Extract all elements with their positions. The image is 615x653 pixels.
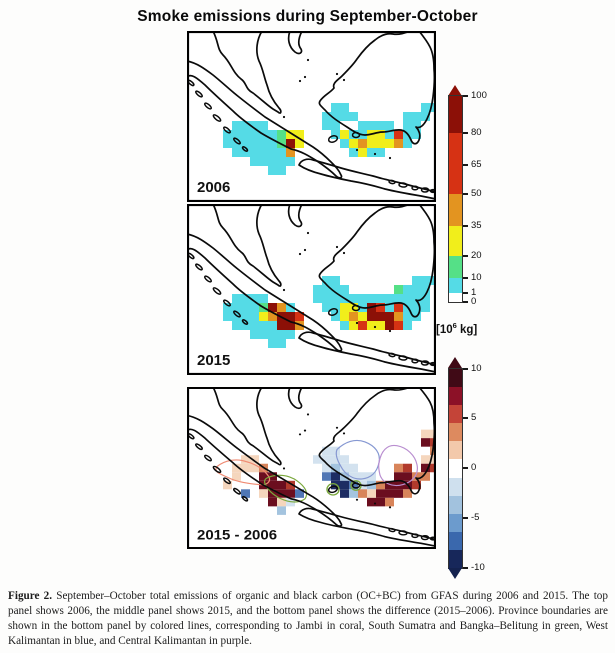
colorbar-segment — [449, 514, 462, 532]
emission-cell — [277, 481, 286, 490]
emission-cell — [241, 130, 250, 139]
emission-cell — [367, 139, 376, 148]
colorbar-tick-label: -5 — [471, 512, 480, 523]
small-island-dot — [299, 80, 301, 82]
emission-cell — [259, 148, 268, 157]
colorbar-segment — [449, 550, 462, 568]
emission-cell — [259, 294, 268, 303]
emission-cell — [412, 276, 421, 285]
emission-cell — [340, 481, 349, 490]
small-island-dot — [304, 249, 306, 251]
colorbar-tick-label: 20 — [471, 250, 482, 261]
colorbar-tick-label: 5 — [471, 412, 477, 423]
emission-cell — [340, 112, 349, 121]
emission-cell — [241, 321, 250, 330]
small-island-dot — [374, 326, 376, 328]
colorbar-segment — [449, 423, 462, 441]
emission-cell — [286, 330, 295, 339]
emission-cell — [376, 321, 385, 330]
emission-cell — [421, 276, 430, 285]
emission-cell — [376, 312, 385, 321]
emission-cell — [268, 498, 277, 507]
emission-cell — [340, 103, 349, 112]
emission-cell — [277, 506, 286, 515]
colorbar-segment — [449, 405, 462, 423]
colorbar-tick — [463, 417, 468, 419]
emission-cell — [277, 330, 286, 339]
emission-cell — [232, 148, 241, 157]
emission-cell — [376, 498, 385, 507]
small-island-dot — [343, 252, 345, 254]
colorbar-segment — [449, 194, 462, 226]
emission-cell — [349, 312, 358, 321]
colorbar-arrow-up — [448, 357, 462, 368]
colorbar-tick — [463, 292, 468, 294]
emission-cell — [403, 112, 412, 121]
emission-cell — [385, 312, 394, 321]
emission-cell — [322, 294, 331, 303]
small-island-dot — [304, 430, 306, 432]
small-island-dot — [374, 502, 376, 504]
emission-cell — [394, 294, 403, 303]
colorbar-segment — [449, 278, 462, 293]
emission-cell — [349, 112, 358, 121]
colorbar-tick — [463, 277, 468, 279]
emission-cell — [331, 130, 340, 139]
emission-cell — [385, 321, 394, 330]
small-island-dot — [343, 79, 345, 81]
emission-cell — [259, 321, 268, 330]
small-island-dot — [356, 149, 358, 151]
emission-cell — [394, 303, 403, 312]
emission-cell — [340, 312, 349, 321]
emission-cell — [241, 148, 250, 157]
emission-cell — [250, 139, 259, 148]
colorbar-tick — [463, 255, 468, 257]
colorbar-tick — [463, 164, 468, 166]
small-island-dot — [389, 506, 391, 508]
colorbar-segment — [449, 496, 462, 514]
emission-cell — [322, 285, 331, 294]
emission-cell — [412, 285, 421, 294]
small-island-dot — [283, 116, 285, 118]
colorbar-segment — [449, 387, 462, 405]
small-island-dot — [356, 322, 358, 324]
colorbar-tick-label: 10 — [471, 363, 482, 374]
map-panel-2006 — [187, 31, 436, 202]
emission-cell — [250, 148, 259, 157]
emission-cell — [331, 103, 340, 112]
emission-cell — [277, 321, 286, 330]
emission-cell — [403, 294, 412, 303]
colorbar-tick — [463, 193, 468, 195]
emission-cell — [259, 489, 268, 498]
emission-cell — [358, 148, 367, 157]
emission-cell — [385, 121, 394, 130]
emission-cell — [250, 321, 259, 330]
emission-cell — [421, 303, 430, 312]
colorbar-tick — [463, 132, 468, 134]
emission-cell — [421, 438, 430, 447]
emission-cell — [232, 321, 241, 330]
colorbar-segment — [449, 293, 462, 302]
emission-cell — [376, 148, 385, 157]
emission-cell — [394, 130, 403, 139]
colorbar-segment — [449, 226, 462, 256]
emission-cell — [313, 285, 322, 294]
colorbar-segment — [449, 478, 462, 496]
small-island-dot — [356, 499, 358, 501]
colorbar-difference — [448, 357, 512, 583]
colorbar-tick-label: 100 — [471, 90, 487, 101]
emission-cell — [232, 294, 241, 303]
panel-year-label: 2006 — [197, 179, 231, 196]
colorbar-segment — [449, 133, 462, 194]
emission-cell — [394, 489, 403, 498]
map-panel-2015 — [187, 204, 436, 375]
emission-cell — [322, 472, 331, 481]
emission-cell — [232, 303, 241, 312]
colorbar-segment — [449, 459, 462, 477]
emission-cell — [241, 303, 250, 312]
emission-cell — [394, 464, 403, 473]
emission-cell — [421, 455, 430, 464]
emission-cell — [259, 312, 268, 321]
emission-cell — [412, 112, 421, 121]
colorbar-tick-label: 0 — [471, 296, 477, 307]
emission-cell — [394, 312, 403, 321]
colorbar-segment — [449, 441, 462, 459]
emission-cell — [394, 321, 403, 330]
emission-cell — [268, 148, 277, 157]
emission-cell — [385, 139, 394, 148]
emission-cell — [268, 321, 277, 330]
emission-cell — [286, 157, 295, 166]
emission-cell — [322, 112, 331, 121]
figure-caption-text: September–October total emissions of organic and black carbon (OC+BC) from GFAS during 2006 and 2015. The top panel shows 2006, the middle panel shows 2015, and the bottom panel shows the difference (2015–2006). Province boundaries are shown in the bottom panel by colored lines, corresponding to Jambi in coral, South Sumatra and Bangka–Belitung in green, West Kalimantan in blue, and Central Kalimantan in purple. — [8, 590, 608, 647]
emission-cell — [367, 294, 376, 303]
emission-cell — [259, 121, 268, 130]
emission-cell — [340, 303, 349, 312]
small-island-dot — [304, 76, 306, 78]
emission-cell — [349, 464, 358, 473]
emission-cell — [367, 312, 376, 321]
emission-cell — [385, 294, 394, 303]
emission-cell — [376, 489, 385, 498]
colorbar-tick — [463, 567, 468, 569]
emission-cell — [277, 303, 286, 312]
small-island-dot — [336, 427, 338, 429]
emission-cell — [268, 339, 277, 348]
colorbar-tick — [463, 301, 468, 303]
colorbar-tick-label: 1 — [471, 287, 477, 298]
emission-cell — [277, 157, 286, 166]
colorbar-tick-label: -10 — [471, 562, 485, 573]
colorbar-bar — [448, 95, 463, 303]
colorbar-segment — [449, 532, 462, 550]
colorbar-tick — [463, 368, 468, 370]
panel-year-label: 2015 — [197, 352, 231, 369]
emission-cell — [223, 312, 232, 321]
colorbar-units-label: [$10^6$ kg] — [436, 321, 478, 336]
small-island-dot — [283, 467, 285, 469]
emission-cell — [277, 130, 286, 139]
emission-cell — [403, 321, 412, 330]
emission-cell — [421, 103, 430, 112]
colorbar-tick-label: 0 — [471, 462, 477, 473]
emission-cell — [250, 157, 259, 166]
emission-cell — [394, 285, 403, 294]
figure-title: Smoke emissions during September-October — [137, 8, 478, 25]
emission-cell — [340, 489, 349, 498]
emission-cell — [322, 121, 331, 130]
emission-cell — [268, 157, 277, 166]
emission-cell — [385, 489, 394, 498]
emission-cell — [331, 303, 340, 312]
map-svg-2006 — [187, 31, 436, 202]
colorbar-tick-label: 80 — [471, 127, 482, 138]
colorbar-tick — [463, 517, 468, 519]
emission-cell — [259, 330, 268, 339]
small-island-dot — [336, 246, 338, 248]
colorbar-tick-label: 50 — [471, 188, 482, 199]
emission-cell — [385, 498, 394, 507]
emission-cell — [223, 139, 232, 148]
emission-cell — [250, 312, 259, 321]
emission-cell — [340, 455, 349, 464]
small-island-dot — [389, 330, 391, 332]
emission-cell — [358, 294, 367, 303]
emission-cell — [403, 121, 412, 130]
emission-cell — [277, 339, 286, 348]
emission-cell — [358, 121, 367, 130]
small-island-dot — [389, 157, 391, 159]
small-island-dot — [336, 73, 338, 75]
emission-cell — [376, 294, 385, 303]
emission-cell — [268, 330, 277, 339]
emission-cell — [259, 139, 268, 148]
colorbar-segment — [449, 369, 462, 387]
emission-cell — [367, 148, 376, 157]
emission-cell — [322, 464, 331, 473]
figure-caption — [8, 589, 608, 649]
map-panel-difference — [187, 387, 436, 549]
emission-cell — [232, 130, 241, 139]
emission-cell — [349, 139, 358, 148]
emission-cell — [340, 321, 349, 330]
figure-caption-label: Figure 2. — [8, 590, 53, 602]
map-svg-2015-2006 — [187, 387, 436, 549]
emission-cell — [358, 312, 367, 321]
emission-cell — [313, 294, 322, 303]
emission-cell — [340, 139, 349, 148]
colorbar-bar — [448, 368, 463, 569]
emission-cell — [340, 285, 349, 294]
emission-cell — [277, 148, 286, 157]
emission-cell — [394, 472, 403, 481]
colorbar-tick — [463, 225, 468, 227]
emission-cell — [367, 472, 376, 481]
emission-cell — [403, 285, 412, 294]
emission-cell — [259, 157, 268, 166]
panel-year-label: 2015 - 2006 — [197, 527, 278, 544]
emission-cell — [340, 130, 349, 139]
emission-cell — [394, 139, 403, 148]
emission-cell — [367, 489, 376, 498]
emission-cell — [376, 121, 385, 130]
small-island-dot — [307, 413, 309, 415]
emission-cell — [367, 321, 376, 330]
small-island-dot — [374, 153, 376, 155]
emission-cell — [403, 464, 412, 473]
emission-cell — [367, 498, 376, 507]
small-island-dot — [299, 433, 301, 435]
emission-cell — [250, 330, 259, 339]
map-svg-2015 — [187, 204, 436, 375]
colorbar-arrow-down — [448, 568, 462, 579]
emission-cell — [331, 276, 340, 285]
colorbar-tick-label: 35 — [471, 220, 482, 231]
emission-cell — [376, 139, 385, 148]
colorbar-emissions — [448, 85, 512, 310]
colorbar-segment — [449, 256, 462, 278]
emission-cell — [358, 489, 367, 498]
colorbar-tick-label: 10 — [471, 272, 482, 283]
colorbar-tick-label: 65 — [471, 159, 482, 170]
emission-cell — [268, 166, 277, 175]
small-island-dot — [343, 432, 345, 434]
small-island-dot — [307, 232, 309, 234]
emission-cell — [232, 121, 241, 130]
small-island-dot — [307, 59, 309, 61]
colorbar-tick — [463, 95, 468, 97]
emission-cell — [358, 139, 367, 148]
emission-cell — [367, 121, 376, 130]
colorbar-segment — [449, 96, 462, 133]
emission-cell — [358, 321, 367, 330]
small-island-dot — [283, 289, 285, 291]
colorbar-tick — [463, 467, 468, 469]
emission-cell — [421, 430, 430, 439]
emission-cell — [277, 166, 286, 175]
emission-cell — [403, 472, 412, 481]
small-island-dot — [299, 253, 301, 255]
